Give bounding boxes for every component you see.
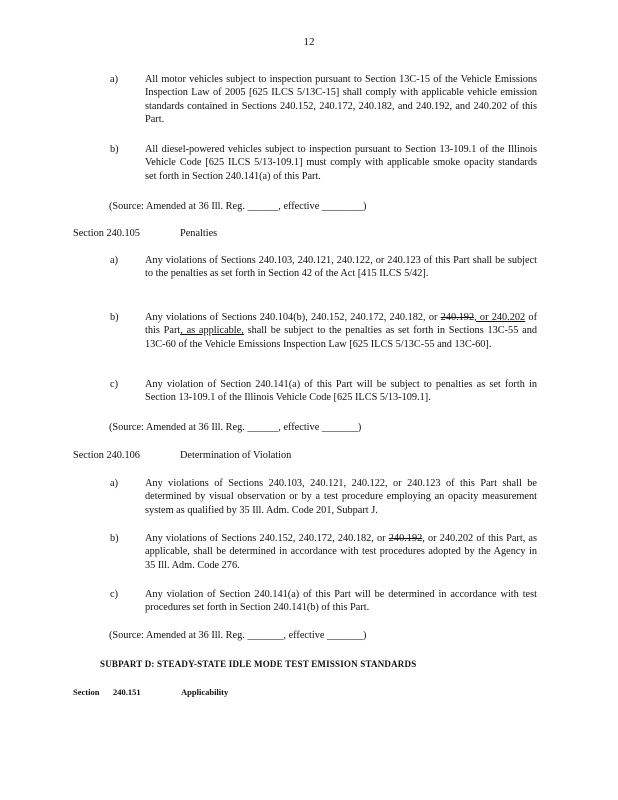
source-note: (Source: Amended at 36 Ill. Reg. ______, effective _______) [109, 422, 362, 433]
item-text: Any violations of Sections 240.103, 240.121, 240.122, or 240.123 of this Part shall be determined by visual observation or by a test procedure employing an opacity measurement system as qualified by 35 Ill. Adm. Code 201, Subpart J. [145, 478, 537, 516]
item-text: Any violation of Section 240.141(a) of this Part will be subject to penalties as set forth in Section 13-109.1 of the Illinois Vehicle Code [625 ILCS 5/13-109.1]. [145, 379, 537, 404]
source-note: (Source: Amended at 36 Ill. Reg. _______, effective _______) [109, 630, 367, 641]
item-text: Any violations of Sections 240.152, 240.172, 240.182, or 240.192, or 240.202 of this Part, as applicable, shall be determined in accordance with test procedures adopted by the Agency in 35 Ill. Adm. Code 276. [145, 533, 538, 571]
section-heading-240-151 [73, 686, 229, 699]
page-number: 12 [303, 36, 315, 48]
item-label: c) [110, 589, 118, 600]
item-text: All diesel-powered vehicles subject to inspection pursuant to Section 13-109.1 of the Illinois Vehicle Code [625 ILCS 5/13-109.1] must comply with applicable smoke opacity standards set forth in Section 240.141(a) of this Part. [145, 144, 537, 182]
item-label: a) [110, 255, 118, 266]
section-title: Determination of Violation [180, 450, 292, 461]
item-text: Any violations of Sections 240.103, 240.121, 240.122, or 240.123 of this Part shall be subject to the penalties as set forth in Section 42 of the Act [415 ILCS 5/42]. [145, 255, 537, 280]
source-note: (Source: Amended at 36 Ill. Reg. ______, effective ________) [109, 201, 367, 212]
section-number: Section 240.105 [73, 228, 140, 239]
section-title: Applicability [181, 687, 229, 697]
section-heading-240-106 [73, 449, 292, 462]
item-text: All motor vehicles subject to inspection pursuant to Section 13C-15 of the Vehicle Emissions Inspection Law of 2005 [625 ILCS 5/13C-15] shall comply with applicable vehicle emission standards contained in Sections 240.152, 240.172, 240.182, and 240.192, and 240.202 of this Part. [145, 74, 537, 126]
section-number: Section 240.106 [73, 450, 140, 461]
item-label: b) [110, 533, 119, 544]
item-label: b) [110, 312, 119, 323]
section-label: Section [73, 687, 100, 697]
section-title: Penalties [180, 228, 218, 239]
item-text: Any violation of Section 240.141(a) of this Part will be determined in accordance with test procedures set forth in Section 240.141(b) of this Part. [145, 589, 537, 614]
section-number: 240.151 [113, 687, 141, 697]
item-label: a) [110, 74, 118, 85]
section-heading-240-105 [73, 227, 218, 240]
item-text: Any violations of Sections 240.104(b), 240.152, 240.172, 240.182, or 240.192, or 240.202 of this Part, as applicable, shall be subject to the penalties as set forth in Sections 13C-55 and 13C-60 of the Vehicle Emissions Inspection Law [625 ILCS 5/13C-55 and 13C-60]. [145, 312, 537, 350]
item-label: c) [110, 379, 118, 390]
item-label: a) [110, 478, 118, 489]
item-label: b) [110, 144, 119, 155]
subpart-heading: SUBPART D: STEADY-STATE IDLE MODE TEST EMISSION STANDARDS [100, 659, 417, 669]
